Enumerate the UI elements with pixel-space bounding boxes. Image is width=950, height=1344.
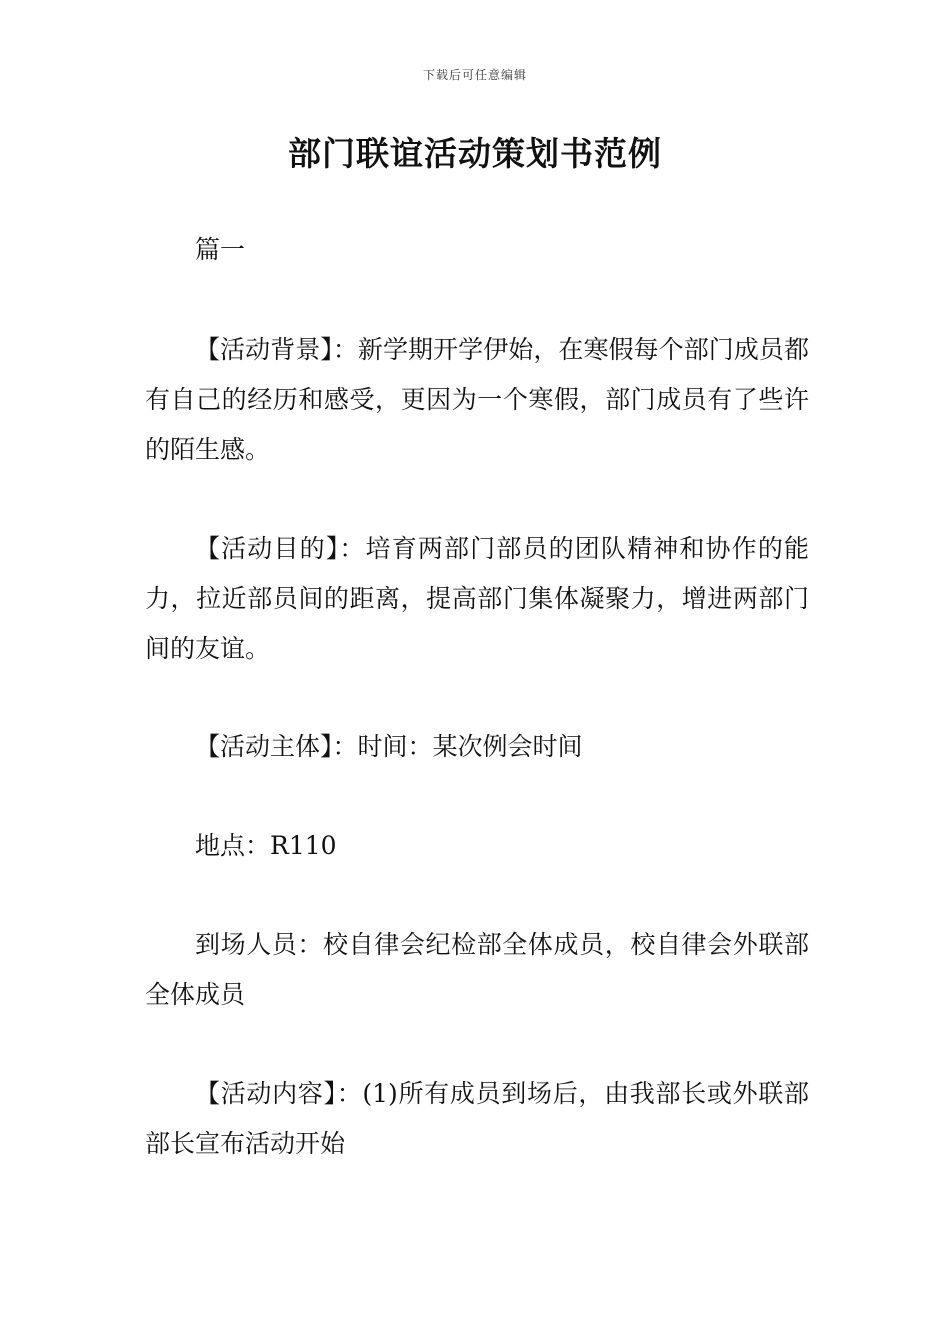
paragraph-subject: 【活动主体】：时间：某次例会时间 [195,732,583,761]
document-title: 部门联谊活动策划书范例 [288,134,662,173]
paragraph-attendees: 到场人员：校自律会纪检部全体成员，校自律会外联部全体成员 [145,930,809,1009]
paragraph-location: 地点：R110 [195,831,337,860]
paragraph-content: 【活动内容】：(1)所有成员到场后，由我部长或外联部部长宣布活动开始 [145,1079,809,1158]
header-note: 下载后可任意编辑 [422,68,527,82]
paragraph-background: 【活动背景】：新学期开学伊始，在寒假每个部门成员都有自己的经历和感受，更因为一个寒假，部门成员有了些许的陌生感。 [145,335,809,464]
section-label: 篇一 [195,235,246,264]
paragraph-purpose: 【活动目的】：培育两部门部员的团队精神和协作的能力，拉近部员间的距离，提高部门集体凝聚力，增进两部门间的友谊。 [145,534,809,663]
